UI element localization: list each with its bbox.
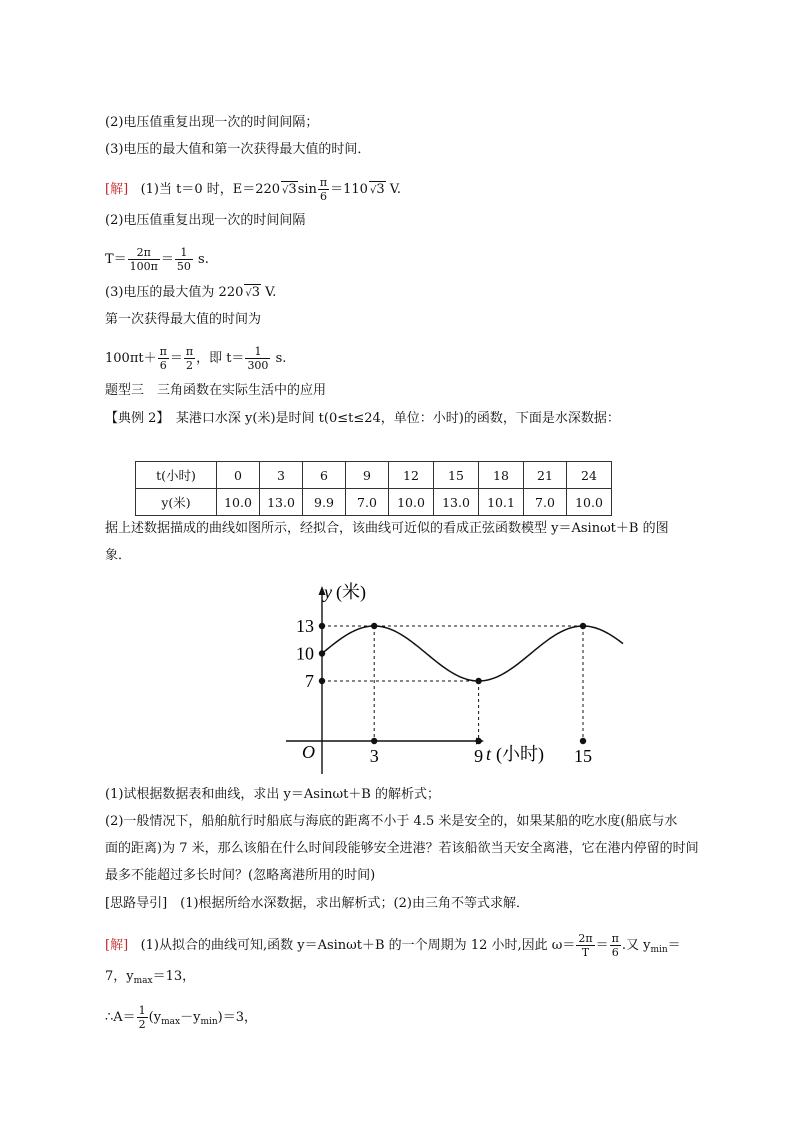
solution-tag: [解]: [105, 938, 129, 953]
text: sin: [297, 182, 317, 197]
x-tick-label: 3: [369, 746, 379, 766]
text: ＝: [667, 938, 681, 953]
text: ＝: [169, 351, 183, 366]
table-header-t: t(小时): [136, 462, 217, 489]
text: s.: [193, 252, 209, 267]
sqrt-value: 3: [288, 182, 297, 197]
solution-2-line-3: [105, 1004, 257, 1031]
text: (1)从拟合的曲线可知,函数 y＝Asinωt＋B 的一个周期为 12 小时,因此 ω＝: [140, 938, 576, 953]
y-tick-label: 10: [296, 643, 314, 664]
sine-curve: [322, 626, 623, 681]
axes: [286, 586, 484, 774]
table-cell: 9.9: [303, 489, 346, 516]
table-cell: 7.0: [346, 489, 389, 516]
solution-tag: [解]: [105, 182, 129, 197]
y-axis-label: y: [324, 582, 332, 602]
fraction: $\frac{\pi}{2}$: [185, 345, 194, 372]
fraction: $\frac{\pi}{6}$: [159, 345, 167, 372]
fraction: $\frac{\pi}{6}$: [611, 932, 619, 959]
table-cell: 21: [524, 462, 567, 489]
fraction: $\frac{1}{2}$: [138, 1004, 146, 1031]
text: ＝: [595, 938, 609, 953]
x-axis-point: [371, 738, 377, 744]
x-axis-label: t: [486, 744, 492, 764]
text: (1)当 t＝0 时，E＝220: [140, 182, 281, 197]
water-depth-table: [135, 461, 612, 516]
table-cell: 10.0: [389, 489, 434, 516]
table-row: [136, 462, 612, 489]
y-axis-point: [319, 678, 325, 684]
x-tick-label: 9: [474, 746, 484, 766]
text: )＝3，: [217, 1010, 257, 1025]
table-cell: 3: [260, 462, 303, 489]
sqrt-value: 3: [376, 182, 385, 197]
y-tick-label: 13: [296, 616, 314, 636]
fraction: $\frac{1}{50}$: [176, 246, 191, 273]
text: ＝13，: [152, 969, 196, 984]
solution-3-max: (3)电压的最大值为 220 √3 V.: [105, 285, 277, 300]
text: V.: [261, 285, 277, 300]
example-2: 【典例 2】 某港口水深 y(米)是时间 t(0≤t≤24，单位：小时)的函数，下面是水深数据：: [105, 411, 620, 426]
fraction: $\frac{\pi}{6}$: [319, 176, 328, 203]
subscript: max: [133, 976, 153, 986]
table-cell: 0: [217, 462, 260, 489]
fraction: $\frac{1}{300}$: [247, 345, 269, 372]
hint-line: [思路导引] (1)根据所给水深数据，求出解析式；(2)由三角不等式求解．: [105, 896, 529, 911]
table-cell: 13.0: [434, 489, 479, 516]
table-cell: 10.0: [567, 489, 612, 516]
text: s.: [271, 351, 287, 366]
y-axis-point: [319, 623, 325, 629]
water-depth-graph: [270, 578, 592, 778]
x-tick-label: 15: [574, 746, 592, 766]
solution-2-formula: [105, 246, 209, 273]
question-part-2-line: 面的距离)为 7 米，那么该船在什么时间段能够安全进港？若该船欲当天安全离港，它在港内停留的时间: [105, 841, 699, 856]
subscript: min: [650, 945, 668, 955]
table-header-y: y(米): [136, 489, 217, 516]
question-part-2-line: (2)一般情况下，船舶航行时船底与海底的距离不小于 4.5 米是安全的，如果某船的吃水度(船底与水: [105, 814, 678, 829]
question-part-1: (1)试根据数据表和曲线，求出 y＝Asinωt＋B 的解析式；: [105, 787, 440, 802]
curve-point: [580, 623, 586, 629]
text: (y: [148, 1010, 162, 1025]
y-axis-unit: (米): [336, 582, 366, 602]
text: 100πt＋: [105, 351, 157, 366]
x-axis-point: [580, 738, 586, 744]
table-cell: 13.0: [260, 489, 303, 516]
text: ＝110: [330, 182, 368, 197]
paragraph-line: 据上述数据描成的曲线如图所示，经拟合，该曲线可近似的看成正弦函数模型 y＝Asinωt＋B 的图: [105, 521, 669, 536]
sqrt-value: 3: [251, 285, 261, 300]
text: V.: [385, 182, 402, 197]
question-2: (2)电压值重复出现一次的时间间隔；: [105, 115, 319, 130]
x-axis-point: [475, 738, 481, 744]
fraction: $\frac{2\pi}{100\pi}$: [129, 246, 158, 273]
paragraph-line: 象．: [105, 548, 132, 563]
text: ∴A＝: [105, 1010, 136, 1025]
text: ＝: [160, 252, 174, 267]
question-part-2-line: 最多不能超过多长时间？(忽略离港所用的时间): [105, 868, 376, 883]
solution-3-equation: [105, 345, 286, 372]
solution-2-line-1: [105, 932, 681, 959]
table-cell: 6: [303, 462, 346, 489]
table-cell: 24: [567, 462, 612, 489]
table-cell: 15: [434, 462, 479, 489]
table-row: [136, 489, 612, 516]
y-axis-point: [319, 650, 325, 656]
table-cell: 10.0: [217, 489, 260, 516]
text: 7，y: [105, 969, 134, 984]
subscript: min: [200, 1017, 218, 1027]
solution-1-line: [解] (1)当 t＝0 时，E＝220 √3sin $\frac{\pi}{6}$ ＝110 √3 V.: [105, 176, 402, 203]
text: (3)电压的最大值为 220: [105, 285, 244, 300]
table-cell: 7.0: [524, 489, 567, 516]
solution-2-line-2: [105, 968, 195, 990]
y-tick-label: 7: [305, 671, 314, 691]
topic-heading: 题型三 三角函数在实际生活中的应用: [105, 383, 327, 398]
question-3: (3)电压的最大值和第一次获得最大值的时间．: [105, 142, 371, 157]
curve-point: [475, 678, 481, 684]
table-cell: 9: [346, 462, 389, 489]
text: ，即 t＝: [196, 351, 245, 366]
solution-2-title: (2)电压值重复出现一次的时间间隔: [105, 213, 306, 228]
table-cell: 18: [479, 462, 524, 489]
solution-3-first: 第一次获得最大值的时间为: [105, 312, 262, 327]
origin-label: O: [302, 742, 315, 762]
table-cell: 10.1: [479, 489, 524, 516]
table-cell: 12: [389, 462, 434, 489]
curve-point: [371, 623, 377, 629]
text: T＝: [105, 252, 127, 267]
text: .又 y: [621, 938, 651, 953]
subscript: max: [161, 1017, 181, 1027]
x-axis-unit: (小时): [496, 744, 544, 764]
fraction: $\frac{2\pi}{T}$: [578, 932, 593, 959]
text: －y: [180, 1010, 201, 1025]
